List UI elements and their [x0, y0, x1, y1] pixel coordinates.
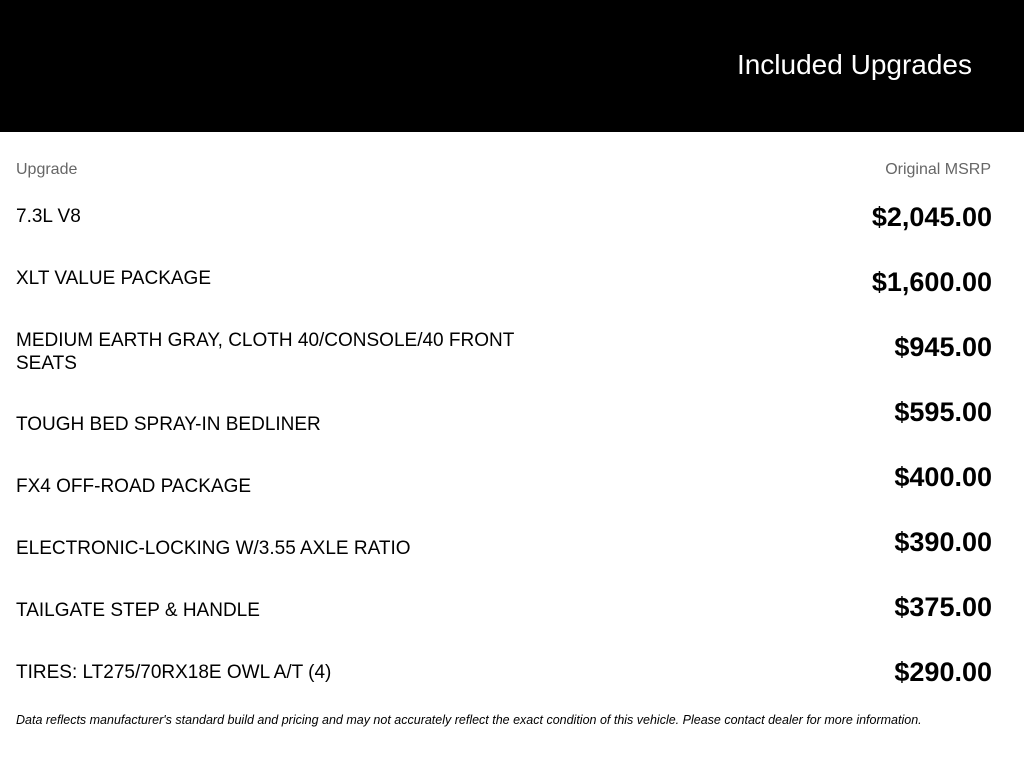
- upgrade-name: TAILGATE STEP & HANDLE: [16, 600, 260, 621]
- header-banner: [0, 0, 1024, 132]
- table-row: [0, 634, 1024, 696]
- upgrade-name: XLT VALUE PACKAGE: [16, 268, 212, 289]
- upgrade-name: FX4 OFF-ROAD PACKAGE: [16, 476, 252, 497]
- page-title: Included Upgrades: [736, 49, 972, 80]
- column-header-msrp: Original MSRP: [885, 161, 991, 178]
- disclaimer-text: Data reflects manufacturer's standard build and pricing and may not accurately reflect the exact condition of this vehicle. Please contact dealer for more information.: [16, 713, 922, 727]
- upgrade-name: 7.3L V8: [16, 206, 81, 227]
- column-header-upgrade: Upgrade: [16, 161, 78, 178]
- upgrade-price: $595.00: [894, 397, 992, 427]
- table-row: [0, 324, 1024, 386]
- table-row: [0, 510, 1024, 572]
- upgrade-name: ELECTRONIC-LOCKING W/3.55 AXLE RATIO: [16, 538, 411, 559]
- upgrade-price: $375.00: [894, 592, 992, 622]
- table-row: [0, 200, 1024, 262]
- upgrade-name: TIRES: LT275/70RX18E OWL A/T (4): [16, 662, 332, 683]
- upgrade-price: $945.00: [894, 332, 992, 362]
- upgrade-price: $290.00: [894, 657, 992, 687]
- upgrade-name: TOUGH BED SPRAY-IN BEDLINER: [16, 414, 321, 435]
- upgrade-price: $1,600.00: [871, 267, 992, 297]
- upgrade-price: $400.00: [894, 462, 992, 492]
- table-row: [0, 262, 1024, 324]
- upgrade-name: MEDIUM EARTH GRAY, CLOTH 40/CONSOLE/40 FRONT SEATS: [16, 330, 514, 374]
- upgrade-price: $390.00: [894, 527, 992, 557]
- table-row: [0, 572, 1024, 634]
- table-row: [0, 448, 1024, 510]
- table-row: [0, 386, 1024, 448]
- upgrade-price: $2,045.00: [871, 202, 992, 232]
